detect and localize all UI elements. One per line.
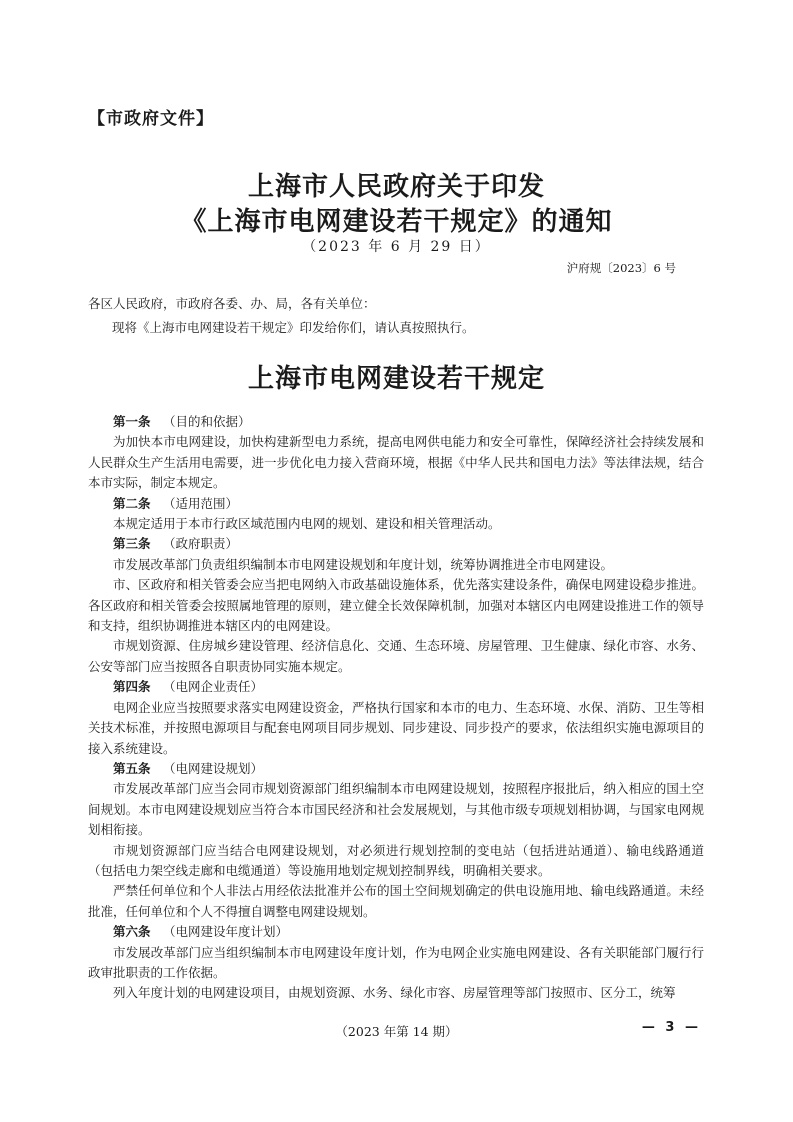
article-topic: （电网建设规划） <box>163 760 264 776</box>
article-topic: （政府职责） <box>163 536 239 552</box>
article-topic: （目的和依据） <box>163 414 251 429</box>
article-paragraph: 电网企业应当按照要求落实电网建设资金，严格执行国家和本市的电力、生态环境、水保、消防、卫生等相关技术标准，并按照电源项目与配套电网项目同步规划、同步建设、同步投产的要求，依法组织实施电源项目的接入系统建设。 <box>88 699 704 756</box>
article-number: 第二条 <box>113 495 151 511</box>
article-heading <box>88 922 704 942</box>
article-heading <box>88 412 704 432</box>
article-paragraph: 市规划资源部门应当结合电网建设规划，对必须进行规划控制的变电站（包括进站通道）、输电线路通道（包括电力架空线走廊和电缆通道）等设施用地划定规划控制界线，明确相关要求。 <box>88 842 704 878</box>
article-paragraph: 为加快本市电网建设，加快构建新型电力系统，提高电网供电能力和安全可靠性，保障经济社会持续发展和人民群众生产生活用电需要，进一步优化电力接入营商环境，根据《中华人民共和国电力法》等法律法规，结合本市实际，制定本规定。 <box>88 434 704 491</box>
article-paragraph: 本规定适用于本市行政区域范围内电网的规划、建设和相关管理活动。 <box>113 516 501 532</box>
article-topic: （电网建设年度计划） <box>163 924 289 940</box>
article-paragraph: 市、区政府和相关管委会应当把电网纳入市政基础设施体系，优先落实建设条件，确保电网建设稳步推进。各区政府和相关管委会按照属地管理的原则，建立健全长效保障机制，加强对本辖区内电网建设推进工作的领导和支持，组织协调推进本辖区内的电网建设。 <box>88 577 704 634</box>
article-number: 第五条 <box>113 760 151 776</box>
article-paragraph: 市规划资源、住房城乡建设管理、经济信息化、交通、生态环境、房屋管理、卫生健康、绿化市容、水务、公安等部门应当按照各自职责协同实施本规定。 <box>88 638 704 674</box>
article-number: 第一条 <box>113 414 151 429</box>
page-number: — 3 — <box>641 1020 701 1035</box>
article-number: 第三条 <box>113 536 151 552</box>
article-number: 第四条 <box>113 679 151 695</box>
article-paragraph: 市发展改革部门应当会同市规划资源部门组织编制本市电网建设规划，按照程序报批后，纳入相应的国土空间规划。本市电网建设规划应当符合本市国民经济和社会发展规划，与其他市级专项规划相协调，与国家电网规划相衔接。 <box>88 781 704 838</box>
notice-title-line-1: 上海市人民政府关于印发 <box>247 172 545 202</box>
addressee: 各区人民政府，市政府各委、办、局，各有关单位： <box>88 296 376 311</box>
article-paragraph: 市发展改革部门应当组织编制本市电网建设年度计划，作为电网企业实施电网建设、各有关职能部门履行行政审批职责的工作依据。 <box>88 944 704 980</box>
article-number: 第六条 <box>113 924 151 940</box>
article-topic: （适用范围） <box>163 495 239 511</box>
notice-text: 现将《上海市电网建设若干规定》印发给你们，请认真按照执行。 <box>112 320 475 335</box>
document-category-label: 【市政府文件】 <box>88 109 214 129</box>
article-heading <box>88 494 704 514</box>
notice-title-line-2: 《上海市电网建设若干规定》的通知 <box>180 207 613 237</box>
article-paragraph: 列入年度计划的电网建设项目，由规划资源、水务、绿化市容、房屋管理等部门按照市、区分工，统筹 <box>113 985 676 1001</box>
issue-number: （2023 年第 14 期） <box>335 1024 458 1039</box>
article-paragraph: 市发展改革部门负责组织编制本市电网建设规划和年度计划，统筹协调推进全市电网建设。 <box>113 556 614 572</box>
document-number: 沪府规〔2023〕6 号 <box>566 261 676 275</box>
article-heading <box>88 759 704 779</box>
article-topic: （电网企业责任） <box>163 679 264 695</box>
regulation-title: 上海市电网建设若干规定 <box>247 364 545 394</box>
regulation-body <box>88 412 704 1004</box>
article-heading <box>88 677 704 697</box>
issue-date: （2023 年 6 月 29 日） <box>302 239 491 255</box>
article-paragraph: 严禁任何单位和个人非法占用经依法批准并公布的国土空间规划确定的供电设施用地、输电线路通道。未经批准，任何单位和个人不得擅自调整电网建设规划。 <box>88 883 704 919</box>
article-heading <box>88 534 704 554</box>
